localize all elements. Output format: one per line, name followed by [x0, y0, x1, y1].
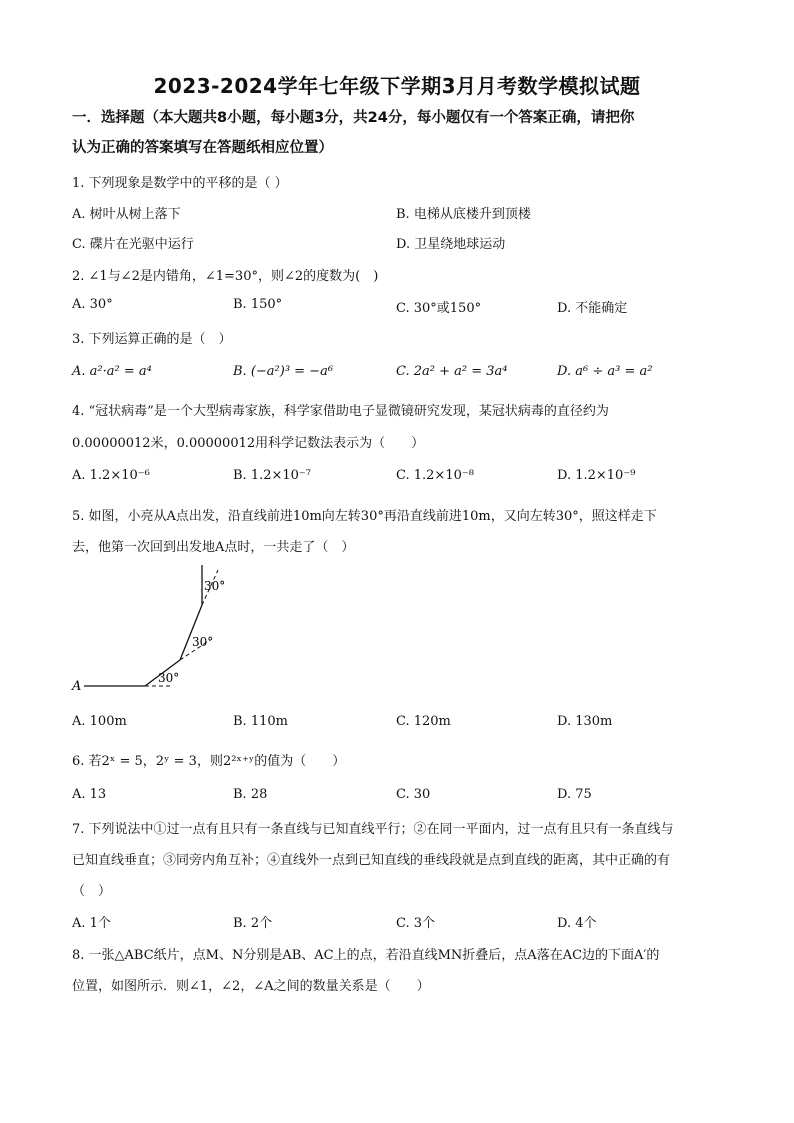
question-4-stem-line-2: 0.00000012米，0.00000012用科学记数法表示为（ ）: [72, 436, 425, 451]
question-7-option-a[interactable]: A. 1个: [72, 916, 111, 931]
question-4-option-a[interactable]: A. 1.2×10⁻⁶: [72, 468, 150, 483]
question-1-option-a[interactable]: A. 树叶从树上落下: [72, 207, 181, 222]
question-3-option-b[interactable]: B. (−a²)³ = −a⁶: [233, 364, 334, 379]
question-4-option-c[interactable]: C. 1.2×10⁻⁸: [396, 468, 474, 483]
question-6-stem: 6. 若2ˣ = 5，2ʸ = 3，则2²ˣ⁺ʸ的值为（ ）: [72, 754, 346, 769]
question-5-option-c[interactable]: C. 120m: [396, 714, 451, 729]
question-5-stem-line-1: 5. 如图，小亮从A点出发，沿直线前进10m向左转30°再沿直线前进10m，又向左转30°，照这样走下: [72, 509, 657, 524]
section-heading-line-1: 一．选择题（本大题共8小题，每小题3分，共24分，每小题仅有一个答案正确，请把你: [72, 110, 635, 126]
question-1-stem: 1. 下列现象是数学中的平移的是（ ）: [72, 176, 288, 191]
question-4-option-d[interactable]: D. 1.2×10⁻⁹: [557, 468, 636, 483]
question-4-stem-line-1: 4. “冠状病毒”是一个大型病毒家族，科学家借助电子显微镜研究发现，某冠状病毒的直径约为: [72, 404, 609, 419]
question-2-option-c[interactable]: C. 30°或150°: [396, 301, 482, 316]
point-a-label: A: [72, 679, 82, 694]
question-7-stem-line-1: 7. 下列说法中①过一点有且只有一条直线与已知直线平行；②在同一平面内，过一点有且只有一条直线与: [72, 822, 674, 837]
question-2-option-b[interactable]: B. 150°: [233, 297, 283, 312]
question-6-option-c[interactable]: C. 30: [396, 787, 431, 802]
question-5-option-b[interactable]: B. 110m: [233, 714, 288, 729]
question-7-stem-line-3: （ ）: [72, 884, 112, 899]
question-7-stem-line-2: 已知直线垂直；③同旁内角互补；④直线外一点到已知直线的垂线段就是点到直线的距离，其中正确的有: [72, 853, 671, 868]
question-2-stem: 2. ∠1与∠2是内错角，∠1=30°，则∠2的度数为( ): [72, 269, 379, 284]
question-5-stem-line-2: 去，他第一次回到出发地A点时，一共走了（ ）: [72, 540, 355, 555]
question-5-option-d[interactable]: D. 130m: [557, 714, 613, 729]
question-6-option-b[interactable]: B. 28: [233, 787, 268, 802]
question-7-option-b[interactable]: B. 2个: [233, 916, 273, 931]
angle-label-2: 30°: [192, 635, 214, 649]
section-heading-line-2: 认为正确的答案填写在答题纸相应位置）: [72, 140, 333, 156]
question-1-option-c[interactable]: C. 碟片在光驱中运行: [72, 237, 194, 252]
question-3-option-c[interactable]: C. 2a² + a² = 3a⁴: [396, 364, 508, 379]
walking-path-figure: [70, 560, 240, 700]
question-1-option-b[interactable]: B. 电梯从底楼升到顶楼: [396, 207, 531, 222]
question-7-option-d[interactable]: D. 4个: [557, 916, 597, 931]
question-5-option-a[interactable]: A. 100m: [72, 714, 127, 729]
question-1-option-d[interactable]: D. 卫星绕地球运动: [396, 237, 506, 252]
question-8-stem-line-2: 位置，如图所示．则∠1，∠2，∠A之间的数量关系是（ ）: [72, 979, 430, 994]
angle-label-3: 30°: [204, 579, 226, 593]
question-6-option-a[interactable]: A. 13: [72, 787, 107, 802]
question-8-stem-line-1: 8. 一张△ABC纸片，点M、N分别是AB、AC上的点，若沿直线MN折叠后，点A落在AC边的下面A′的: [72, 948, 660, 963]
question-3-option-a[interactable]: A. a²·a² = a⁴: [72, 364, 152, 379]
question-3-stem: 3. 下列运算正确的是（ ）: [72, 332, 232, 347]
question-3-option-d[interactable]: D. a⁶ ÷ a³ = a²: [557, 364, 653, 379]
question-7-option-c[interactable]: C. 3个: [396, 916, 436, 931]
question-4-option-b[interactable]: B. 1.2×10⁻⁷: [233, 468, 311, 483]
question-2-option-a[interactable]: A. 30°: [72, 297, 113, 312]
angle-label-1: 30°: [158, 671, 180, 685]
page-title: 2023-2024学年七年级下学期3月月考数学模拟试题: [153, 74, 641, 98]
question-6-option-d[interactable]: D. 75: [557, 787, 592, 802]
question-2-option-d[interactable]: D. 不能确定: [557, 301, 628, 316]
path-segment-3: [180, 605, 202, 660]
